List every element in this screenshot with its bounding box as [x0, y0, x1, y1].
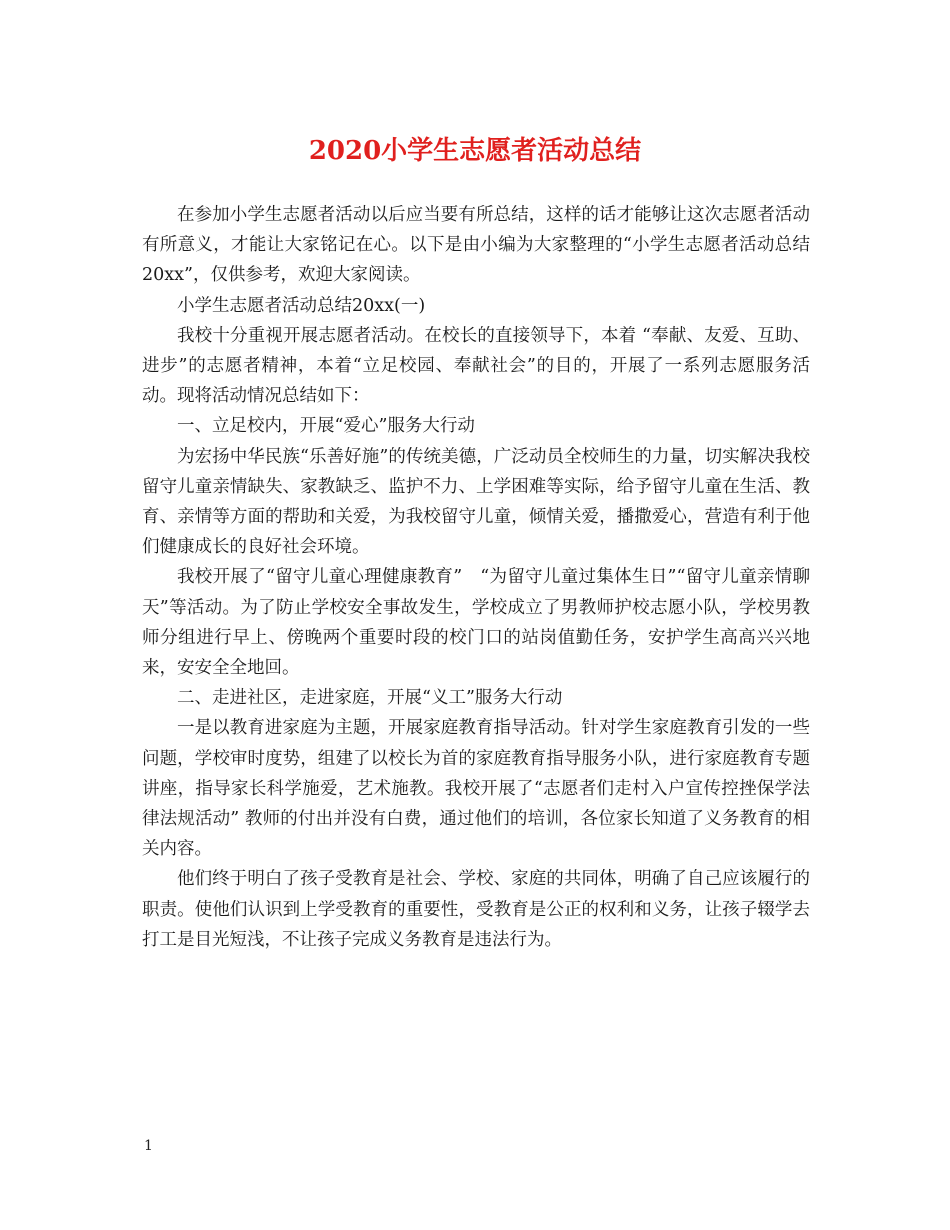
section-heading-1: 一、立足校内，开展“爱心”服务大行动: [177, 416, 475, 437]
document-body: [142, 200, 810, 955]
paragraph-family-education: 一是以教育进家庭为主题，开展家庭教育指导活动。针对学生家庭教育引发的一些问题，学校审时度势，组建了以校长为首的家庭教育指导服务小队，进行家庭教育专题讲座，指导家长科学施爱，艺术施教。我校开展了“志愿者们走村入户宣传控挫保学法律法规活动” 教师的付出并没有白费，通过他们的培训，各位家长知道了义务教育的相关内容。: [142, 718, 810, 860]
page-number: 1: [144, 1138, 153, 1154]
paragraph-responsibility: 他们终于明白了孩子受教育是社会、学校、家庭的共同体，明确了自己应该履行的职责。使他们认识到上学受教育的重要性，受教育是公正的权利和义务，让孩子辍学去打工是目光短浅，不让孩子完成义务教育是违法行为。: [142, 869, 810, 950]
paragraph-subtitle: 小学生志愿者活动总结20xx(一): [177, 295, 426, 316]
section-heading-2: 二、走进社区，走进家庭，开展“义工”服务大行动: [177, 688, 563, 709]
paragraph-intro: 在参加小学生志愿者活动以后应当要有所总结，这样的话才能够让这次志愿者活动有所意义，才能让大家铭记在心。以下是由小编为大家整理的“小学生志愿者活动总结20xx”，仅供参考，欢迎大家阅读。: [142, 205, 810, 286]
paragraph-activities: 我校开展了“留守儿童心理健康教育” “为留守儿童过集体生日”“留守儿童亲情聊天”等活动。为了防止学校安全事故发生，学校成立了男教师护校志愿小队，学校男教师分组进行早上、傍晚两个重要时段的校门口的站岗值勤任务，安护学生高高兴兴地来，安安全全地回。: [142, 567, 810, 679]
paragraph-care: 为宏扬中华民族“乐善好施”的传统美德，广泛动员全校师生的力量，切实解决我校留守儿童亲情缺失、家教缺乏、监护不力、上学困难等实际，给予留守儿童在生活、教育、亲情等方面的帮助和关爱，为我校留守儿童，倾情关爱，播撒爱心，营造有利于他们健康成长的良好社会环境。: [142, 446, 810, 558]
document-title: 2020小学生志愿者活动总结: [308, 136, 642, 166]
paragraph-overview: 我校十分重视开展志愿者活动。在校长的直接领导下，本着 “奉献、友爱、互助、进步”的志愿者精神，本着“立足校园、奉献社会”的目的，开展了一系列志愿服务活动。现将活动情况总结如下：: [142, 325, 810, 407]
